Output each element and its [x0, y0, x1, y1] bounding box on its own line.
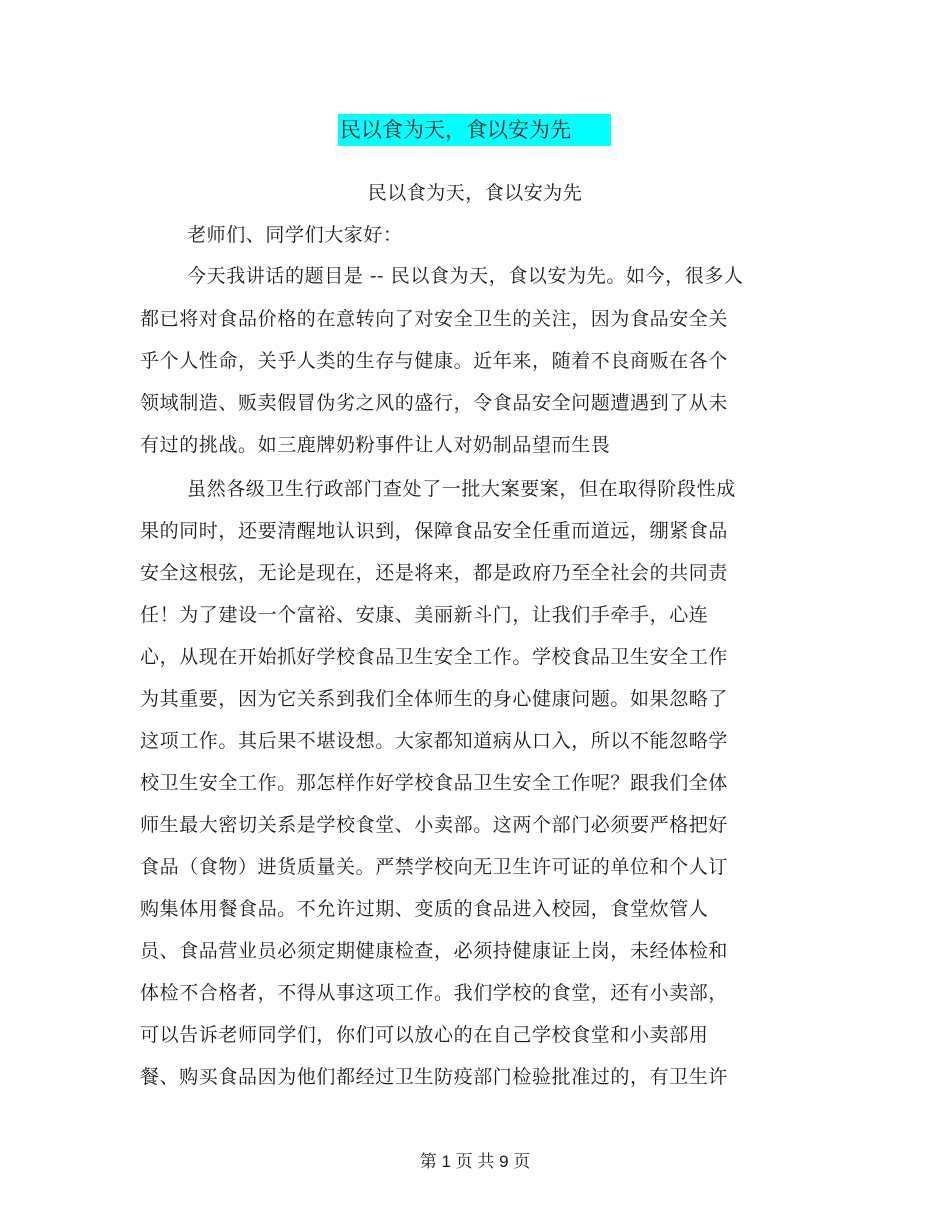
paragraph-line: 这项工作。其后果不堪设想。大家都知道病从口入，所以不能忽略学	[140, 730, 729, 752]
paragraph-line: 餐、购买食品因为他们都经过卫生防疫部门检验批准过的，有卫生许	[140, 1066, 729, 1088]
page-number-footer: 第 1 页 共 9 页	[419, 1152, 531, 1171]
greeting-line: 老师们、同学们大家好：	[187, 224, 403, 246]
paragraph-line: 心，从现在开始抓好学校食品卫生安全工作。学校食品卫生安全工作	[140, 646, 729, 668]
paragraph-line: 可以告诉老师同学们，你们可以放心的在自己学校食堂和小卖部用	[140, 1024, 709, 1046]
paragraph-line: 安全这根弦，无论是现在，还是将来，都是政府乃至全社会的共同责	[140, 562, 729, 584]
paragraph-line: 任！为了建设一个富裕、安康、美丽新斗门，让我们手牵手，心连	[140, 604, 709, 626]
paragraph-line: 师生最大密切关系是学校食堂、小卖部。这两个部门必须要严格把好	[140, 814, 729, 836]
paragraph-line: 虽然各级卫生行政部门查处了一批大案要案，但在取得阶段性成	[187, 478, 736, 500]
paragraph-line: 员、食品营业员必须定期健康检查，必须持健康证上岗，未经体检和	[140, 940, 729, 962]
highlighted-title: 民以食为天，食以安为先	[338, 114, 611, 146]
subtitle: 民以食为天，食以安为先	[367, 182, 583, 204]
paragraph-line: 今天我讲话的题目是 -- 民以食为天，食以安为先。如今，很多人	[187, 265, 744, 287]
paragraph-line: 乎个人性命，关乎人类的生存与健康。近年来，随着不良商贩在各个	[140, 350, 729, 372]
paragraph-line: 都已将对食品价格的在意转向了对安全卫生的关注，因为食品安全关	[140, 308, 729, 330]
paragraph-line: 为其重要，因为它关系到我们全体师生的身心健康问题。如果忽略了	[140, 688, 729, 710]
paragraph-line: 校卫生安全工作。那怎样作好学校食品卫生安全工作呢？跟我们全体	[140, 772, 729, 794]
paragraph-line: 购集体用餐食品。不允许过期、变质的食品进入校园，食堂炊管人	[140, 898, 709, 920]
paragraph-line: 果的同时，还要清醒地认识到，保障食品安全任重而道远，绷紧食品	[140, 520, 729, 542]
paragraph-line: 领域制造、贩卖假冒伪劣之风的盛行，令食品安全问题遭遇到了从未	[140, 392, 729, 414]
paragraph-line: 有过的挑战。如三鹿牌奶粉事件让人对奶制品望而生畏	[140, 434, 611, 456]
paragraph-line: 体检不合格者，不得从事这项工作。我们学校的食堂，还有小卖部，	[140, 982, 729, 1004]
paragraph-line: 食品（食物）进货质量关。严禁学校向无卫生许可证的单位和个人订	[140, 856, 729, 878]
